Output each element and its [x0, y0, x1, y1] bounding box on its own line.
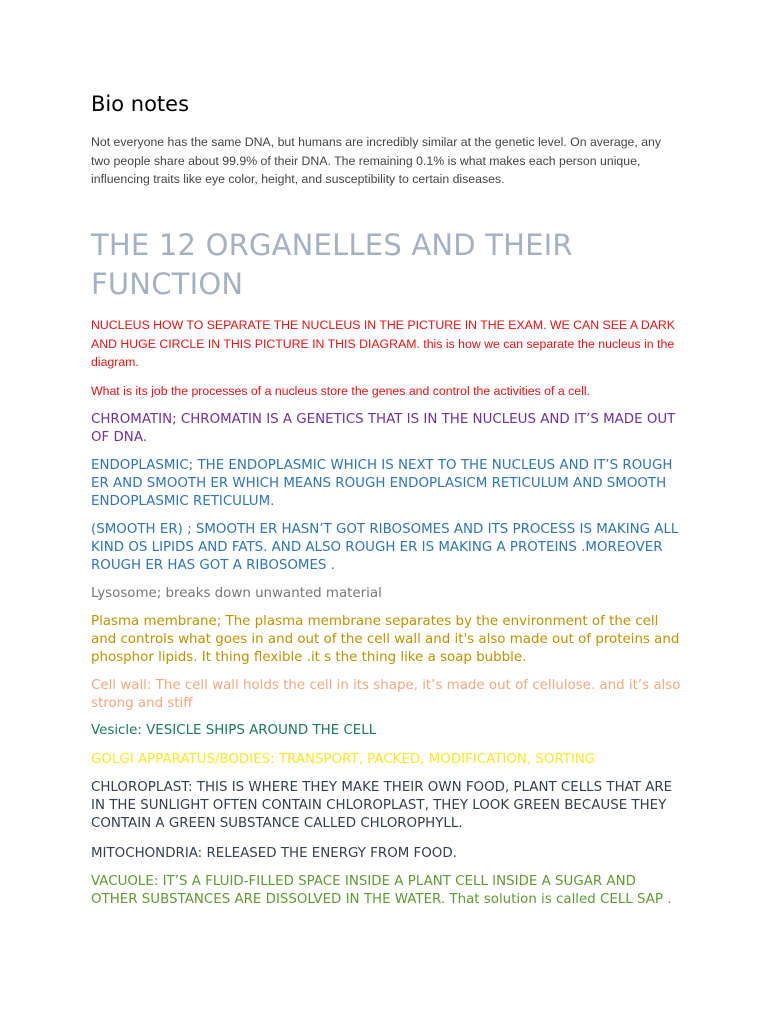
document-title: Bio notes	[91, 92, 190, 116]
plasma-membrane-paragraph: Plasma membrane; The plasma membrane separates by the environment of the cell and controls what goes in and out of the cell wall and it's also made out of proteins and phosphor lipids. It thing flexible .it s the thing like a soap bubble.	[91, 614, 680, 666]
chloroplast-paragraph: CHLOROPLAST: THIS IS WHERE THEY MAKE THEIR OWN FOOD, PLANT CELLS THAT ARE IN THE SUNLIGHT OFTEN CONTAIN CHLOROPLAST, THEY LOOK GREEN BECAUSE THEY CONTAIN A GREEN SUBSTANCE CALLED CHLOROPHYLL.	[91, 780, 673, 832]
golgi-paragraph: GOLGI APPARATUS/BODIES: TRANSPORT, PACKED, MODIFICATION, SORTING	[91, 752, 596, 767]
nucleus-job-paragraph: What is its job the processes of a nucleus store the genes and control the activities of a cell.	[91, 384, 590, 398]
intro-paragraph: Not everyone has the same DNA, but humans are incredibly similar at the genetic level. On average, any two people share about 99.9% of their DNA. The remaining 0.1% is what makes each person unique, influencing traits like eye color, height, and susceptibility to certain diseases.	[91, 135, 662, 186]
chromatin-paragraph: CHROMATIN; CHROMATIN IS A GENETICS THAT IS IN THE NUCLEUS AND IT’S MADE OUT OF DNA.	[91, 412, 676, 446]
nucleus-paragraph: NUCLEUS HOW TO SEPARATE THE NUCLEUS IN THE PICTURE IN THE EXAM. WE CAN SEE A DARK AND HUGE CIRCLE IN THIS PICTURE IN THIS DIAGRAM. this is how we can separate the nucleus in the diagram.	[91, 318, 675, 369]
cell-wall-paragraph: Cell wall: The cell wall holds the cell in its shape, it’s made out of cellulose. and it’s also strong and stiff	[91, 678, 681, 712]
lysosome-paragraph: Lysosome; breaks down unwanted material	[91, 586, 382, 601]
section-heading: THE 12 ORGANELLES AND THEIR FUNCTION	[91, 228, 573, 301]
vacuole-paragraph: VACUOLE: IT’S A FLUID-FILLED SPACE INSIDE A PLANT CELL INSIDE A SUGAR AND OTHER SUBSTANCES ARE DISSOLVED IN THE WATER. That solution is called CELL SAP .	[91, 874, 672, 908]
smooth-er-paragraph: (SMOOTH ER) ; SMOOTH ER HASN’T GOT RIBOSOMES AND ITS PROCESS IS MAKING ALL KIND OS LIPIDS AND FATS. AND ALSO ROUGH ER IS MAKING A PROTEINS .MOREOVER ROUGH ER HAS GOT A RIBOSOMES .	[91, 522, 679, 574]
endoplasmic-paragraph: ENDOPLASMIC; THE ENDOPLASMIC WHICH IS NEXT TO THE NUCLEUS AND IT’S ROUGH ER AND SMOOTH ER WHICH MEANS ROUGH ENDOPLASICM RETICULUM AND SMOOTH ENDOPLASMIC RETICULUM.	[91, 458, 673, 510]
mitochondria-paragraph: MITOCHONDRIA: RELEASED THE ENERGY FROM FOOD.	[91, 846, 457, 861]
vesicle-paragraph: Vesicle: VESICLE SHIPS AROUND THE CELL	[91, 723, 377, 738]
